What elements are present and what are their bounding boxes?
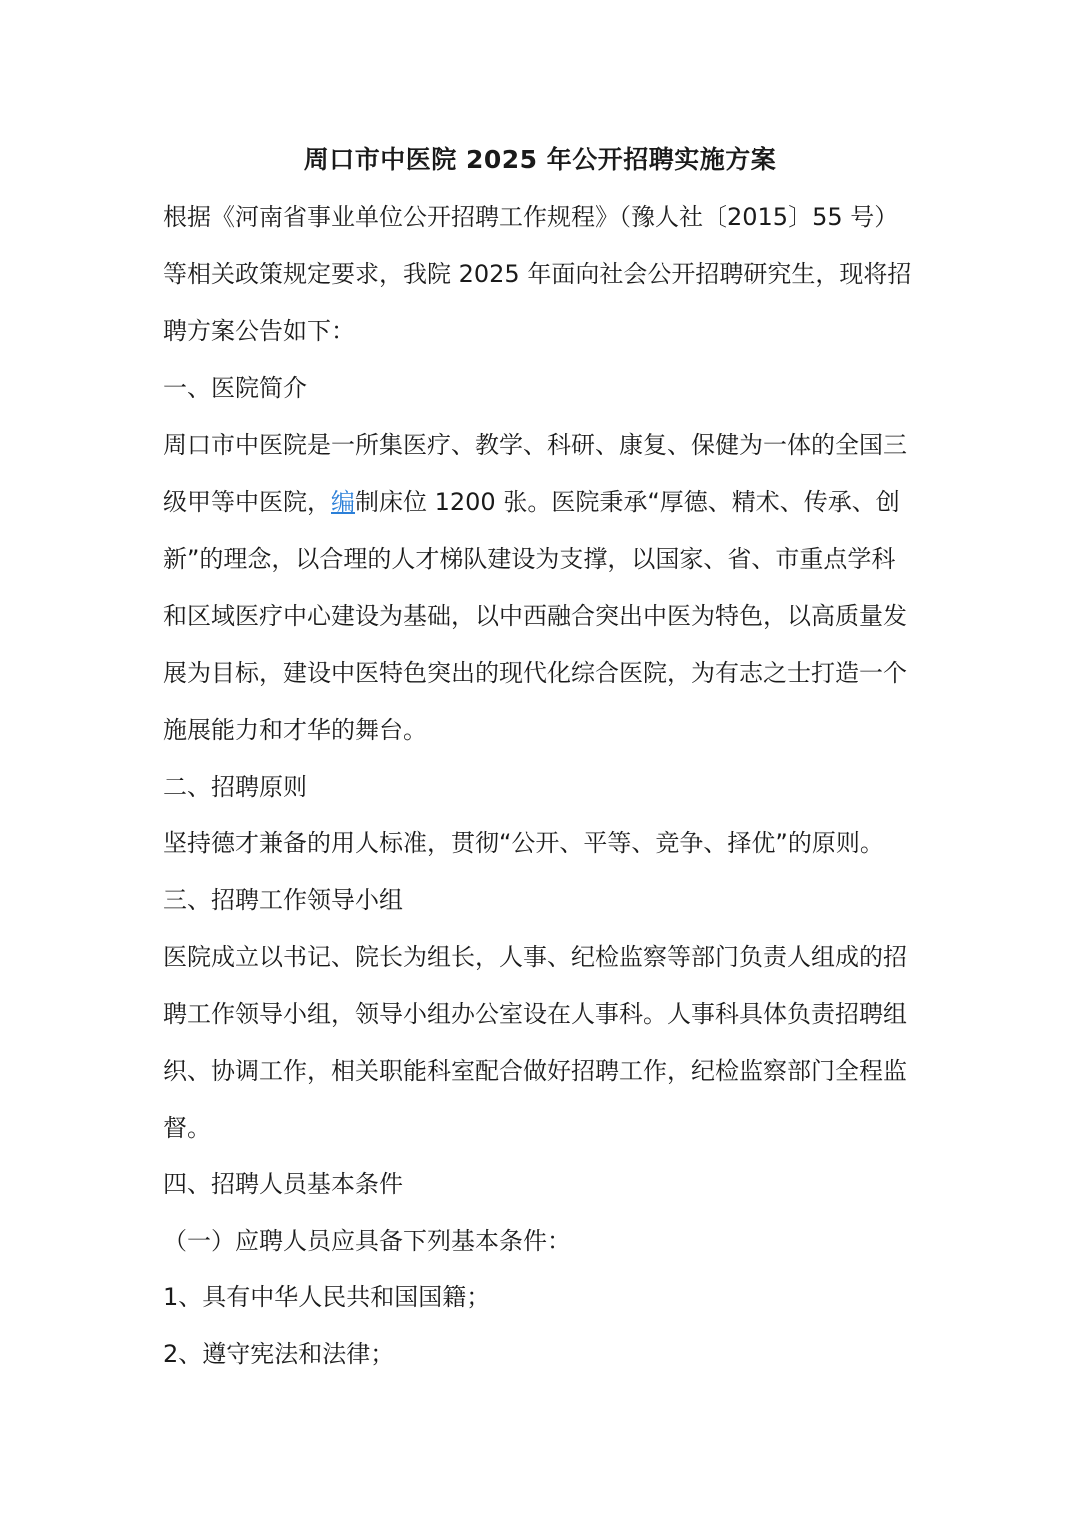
- sub-heading: （一）应聘人员应具备下列基本条件：: [163, 1227, 571, 1255]
- section-heading-basic-conditions: 四、招聘人员基本条件: [163, 1170, 403, 1198]
- paragraph-line: 坚持德才兼备的用人标准，贯彻“公开、平等、竞争、择优”的原则。: [163, 829, 884, 857]
- inline-link[interactable]: 编: [331, 488, 355, 516]
- section-heading-principles: 二、招聘原则: [163, 773, 307, 801]
- paragraph-line: 施展能力和才华的舞台。: [163, 716, 427, 744]
- paragraph-line: 根据《河南省事业单位公开招聘工作规程》（豫人社〔2015〕55 号）: [163, 203, 899, 231]
- paragraph-line: 医院成立以书记、院长为组长，人事、纪检监察等部门负责人组成的招: [163, 943, 907, 971]
- paragraph-line: 新”的理念，以合理的人才梯队建设为支撑，以国家、省、市重点学科: [163, 545, 896, 573]
- paragraph-line: 展为目标，建设中医特色突出的现代化综合医院，为有志之士打造一个: [163, 659, 907, 687]
- paragraph-line: 等相关政策规定要求，我院 2025 年面向社会公开招聘研究生，现将招: [163, 260, 912, 288]
- text-before-link: 级甲等中医院，: [163, 488, 331, 516]
- paragraph-line: 聘工作领导小组，领导小组办公室设在人事科。人事科具体负责招聘组: [163, 1000, 907, 1028]
- paragraph-line: 织、协调工作，相关职能科室配合做好招聘工作，纪检监察部门全程监: [163, 1057, 907, 1085]
- paragraph-line-with-link: [163, 482, 923, 522]
- list-item: 1、具有中华人民共和国国籍；: [163, 1283, 491, 1311]
- document-title: 周口市中医院 2025 年公开招聘实施方案: [303, 145, 777, 174]
- text-after-link: 制床位 1200 张。医院秉承“厚德、精术、传承、创: [355, 488, 900, 516]
- paragraph-line: 和区域医疗中心建设为基础，以中西融合突出中医为特色，以高质量发: [163, 602, 907, 630]
- paragraph-line: 周口市中医院是一所集医疗、教学、科研、康复、保健为一体的全国三: [163, 431, 907, 459]
- paragraph-line: 聘方案公告如下：: [163, 317, 355, 345]
- paragraph-line: 督。: [163, 1114, 211, 1142]
- section-heading-leadership-group: 三、招聘工作领导小组: [163, 886, 403, 914]
- list-item: 2、遵守宪法和法律；: [163, 1340, 395, 1368]
- section-heading-hospital-intro: 一、医院简介: [163, 374, 307, 402]
